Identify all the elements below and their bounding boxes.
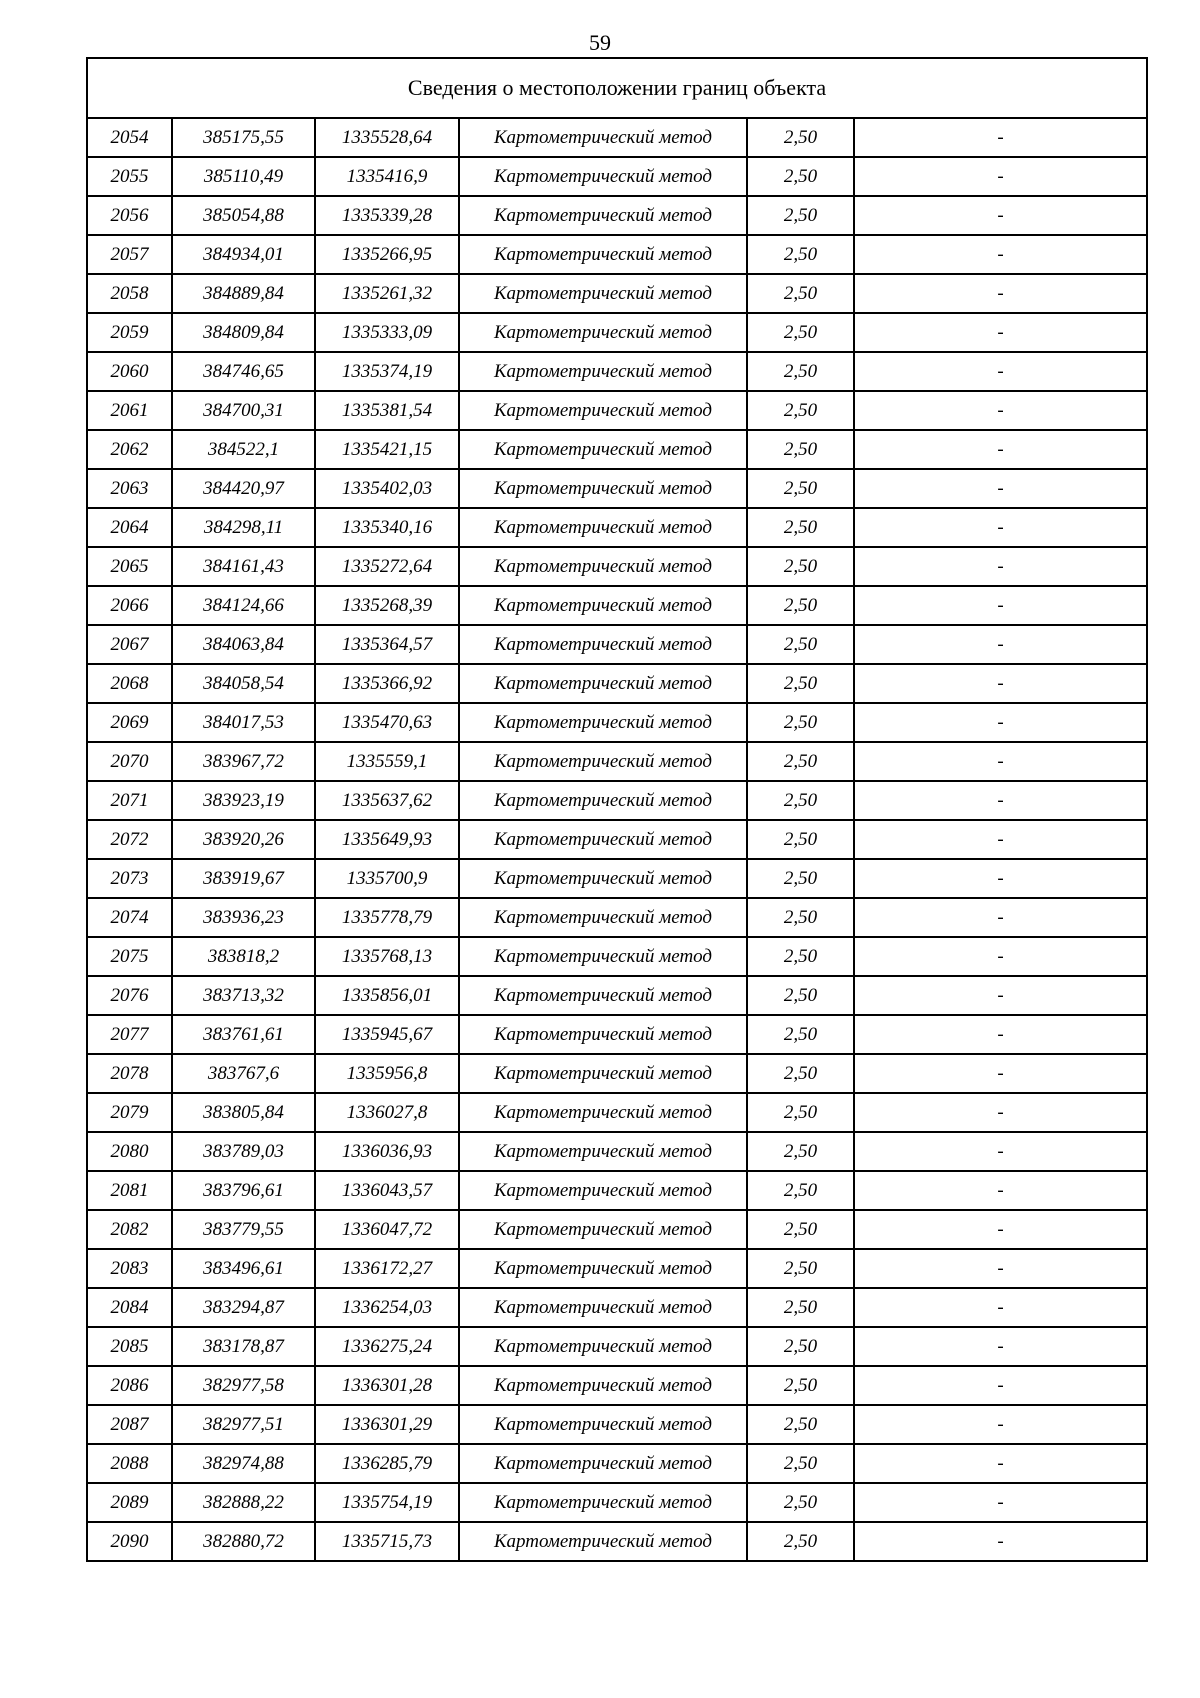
y-coordinate-cell: 1336036,93 (315, 1132, 459, 1171)
y-coordinate-cell: 1335416,9 (315, 157, 459, 196)
description-cell: - (854, 1249, 1147, 1288)
accuracy-cell: 2,50 (747, 430, 854, 469)
y-coordinate-cell: 1335261,32 (315, 274, 459, 313)
x-coordinate-cell: 384934,01 (172, 235, 315, 274)
y-coordinate-cell: 1336172,27 (315, 1249, 459, 1288)
point-number-cell: 2054 (87, 118, 172, 157)
y-coordinate-cell: 1335340,16 (315, 508, 459, 547)
description-cell: - (854, 1132, 1147, 1171)
x-coordinate-cell: 384058,54 (172, 664, 315, 703)
description-cell: - (854, 196, 1147, 235)
x-coordinate-cell: 382977,51 (172, 1405, 315, 1444)
x-coordinate-cell: 383919,67 (172, 859, 315, 898)
point-number-cell: 2068 (87, 664, 172, 703)
accuracy-cell: 2,50 (747, 898, 854, 937)
point-number-cell: 2085 (87, 1327, 172, 1366)
point-number-cell: 2090 (87, 1522, 172, 1561)
method-cell: Картометрический метод (459, 898, 747, 937)
description-cell: - (854, 1288, 1147, 1327)
description-cell: - (854, 859, 1147, 898)
x-coordinate-cell: 384700,31 (172, 391, 315, 430)
accuracy-cell: 2,50 (747, 196, 854, 235)
description-cell: - (854, 274, 1147, 313)
accuracy-cell: 2,50 (747, 625, 854, 664)
y-coordinate-cell: 1335945,67 (315, 1015, 459, 1054)
point-number-cell: 2081 (87, 1171, 172, 1210)
method-cell: Картометрический метод (459, 703, 747, 742)
point-number-cell: 2078 (87, 1054, 172, 1093)
table-row (87, 391, 1147, 430)
point-number-cell: 2056 (87, 196, 172, 235)
y-coordinate-cell: 1336027,8 (315, 1093, 459, 1132)
x-coordinate-cell: 384017,53 (172, 703, 315, 742)
table-row (87, 1522, 1147, 1561)
point-number-cell: 2088 (87, 1444, 172, 1483)
table-row (87, 859, 1147, 898)
point-number-cell: 2082 (87, 1210, 172, 1249)
x-coordinate-cell: 383294,87 (172, 1288, 315, 1327)
method-cell: Картометрический метод (459, 1522, 747, 1561)
table-row (87, 430, 1147, 469)
method-cell: Картометрический метод (459, 469, 747, 508)
point-number-cell: 2069 (87, 703, 172, 742)
y-coordinate-cell: 1335339,28 (315, 196, 459, 235)
table-row (87, 625, 1147, 664)
x-coordinate-cell: 384161,43 (172, 547, 315, 586)
accuracy-cell: 2,50 (747, 703, 854, 742)
method-cell: Картометрический метод (459, 820, 747, 859)
description-cell: - (854, 742, 1147, 781)
description-cell: - (854, 118, 1147, 157)
accuracy-cell: 2,50 (747, 820, 854, 859)
description-cell: - (854, 703, 1147, 742)
accuracy-cell: 2,50 (747, 352, 854, 391)
point-number-cell: 2062 (87, 430, 172, 469)
method-cell: Картометрический метод (459, 664, 747, 703)
table-row (87, 703, 1147, 742)
description-cell: - (854, 976, 1147, 1015)
table-row (87, 1444, 1147, 1483)
description-cell: - (854, 508, 1147, 547)
y-coordinate-cell: 1335715,73 (315, 1522, 459, 1561)
x-coordinate-cell: 385175,55 (172, 118, 315, 157)
y-coordinate-cell: 1335700,9 (315, 859, 459, 898)
accuracy-cell: 2,50 (747, 235, 854, 274)
method-cell: Картометрический метод (459, 196, 747, 235)
method-cell: Картометрический метод (459, 1249, 747, 1288)
table-row (87, 274, 1147, 313)
x-coordinate-cell: 382880,72 (172, 1522, 315, 1561)
method-cell: Картометрический метод (459, 1366, 747, 1405)
x-coordinate-cell: 383796,61 (172, 1171, 315, 1210)
accuracy-cell: 2,50 (747, 586, 854, 625)
method-cell: Картометрический метод (459, 1093, 747, 1132)
description-cell: - (854, 1093, 1147, 1132)
point-number-cell: 2077 (87, 1015, 172, 1054)
y-coordinate-cell: 1335649,93 (315, 820, 459, 859)
x-coordinate-cell: 383767,6 (172, 1054, 315, 1093)
accuracy-cell: 2,50 (747, 1327, 854, 1366)
method-cell: Картометрический метод (459, 781, 747, 820)
method-cell: Картометрический метод (459, 508, 747, 547)
x-coordinate-cell: 383713,32 (172, 976, 315, 1015)
description-cell: - (854, 235, 1147, 274)
point-number-cell: 2087 (87, 1405, 172, 1444)
x-coordinate-cell: 383936,23 (172, 898, 315, 937)
point-number-cell: 2083 (87, 1249, 172, 1288)
y-coordinate-cell: 1335333,09 (315, 313, 459, 352)
y-coordinate-cell: 1335402,03 (315, 469, 459, 508)
point-number-cell: 2089 (87, 1483, 172, 1522)
table-title: Сведения о местоположении границ объекта (87, 58, 1147, 118)
point-number-cell: 2073 (87, 859, 172, 898)
point-number-cell: 2060 (87, 352, 172, 391)
method-cell: Картометрический метод (459, 313, 747, 352)
table-row (87, 1405, 1147, 1444)
accuracy-cell: 2,50 (747, 976, 854, 1015)
y-coordinate-cell: 1335266,95 (315, 235, 459, 274)
table-row (87, 1366, 1147, 1405)
accuracy-cell: 2,50 (747, 118, 854, 157)
method-cell: Картометрический метод (459, 937, 747, 976)
table-row (87, 1015, 1147, 1054)
description-cell: - (854, 1366, 1147, 1405)
x-coordinate-cell: 384746,65 (172, 352, 315, 391)
y-coordinate-cell: 1335470,63 (315, 703, 459, 742)
description-cell: - (854, 1483, 1147, 1522)
point-number-cell: 2079 (87, 1093, 172, 1132)
point-number-cell: 2066 (87, 586, 172, 625)
y-coordinate-cell: 1336301,29 (315, 1405, 459, 1444)
accuracy-cell: 2,50 (747, 1093, 854, 1132)
x-coordinate-cell: 382888,22 (172, 1483, 315, 1522)
accuracy-cell: 2,50 (747, 859, 854, 898)
x-coordinate-cell: 384522,1 (172, 430, 315, 469)
description-cell: - (854, 1327, 1147, 1366)
point-number-cell: 2086 (87, 1366, 172, 1405)
x-coordinate-cell: 383805,84 (172, 1093, 315, 1132)
method-cell: Картометрический метод (459, 1483, 747, 1522)
table-row (87, 1132, 1147, 1171)
x-coordinate-cell: 383789,03 (172, 1132, 315, 1171)
point-number-cell: 2064 (87, 508, 172, 547)
y-coordinate-cell: 1335778,79 (315, 898, 459, 937)
method-cell: Картометрический метод (459, 157, 747, 196)
description-cell: - (854, 547, 1147, 586)
page-number: 59 (589, 30, 611, 55)
y-coordinate-cell: 1335421,15 (315, 430, 459, 469)
method-cell: Картометрический метод (459, 742, 747, 781)
accuracy-cell: 2,50 (747, 1054, 854, 1093)
method-cell: Картометрический метод (459, 118, 747, 157)
description-cell: - (854, 1054, 1147, 1093)
accuracy-cell: 2,50 (747, 274, 854, 313)
description-cell: - (854, 313, 1147, 352)
point-number-cell: 2084 (87, 1288, 172, 1327)
accuracy-cell: 2,50 (747, 1288, 854, 1327)
point-number-cell: 2058 (87, 274, 172, 313)
y-coordinate-cell: 1336275,24 (315, 1327, 459, 1366)
method-cell: Картометрический метод (459, 1054, 747, 1093)
point-number-cell: 2061 (87, 391, 172, 430)
point-number-cell: 2076 (87, 976, 172, 1015)
description-cell: - (854, 430, 1147, 469)
accuracy-cell: 2,50 (747, 391, 854, 430)
point-number-cell: 2057 (87, 235, 172, 274)
table-body (87, 58, 1147, 1561)
method-cell: Картометрический метод (459, 547, 747, 586)
y-coordinate-cell: 1335528,64 (315, 118, 459, 157)
method-cell: Картометрический метод (459, 391, 747, 430)
accuracy-cell: 2,50 (747, 1522, 854, 1561)
y-coordinate-cell: 1335374,19 (315, 352, 459, 391)
y-coordinate-cell: 1335754,19 (315, 1483, 459, 1522)
point-number-cell: 2075 (87, 937, 172, 976)
method-cell: Картометрический метод (459, 1405, 747, 1444)
x-coordinate-cell: 384889,84 (172, 274, 315, 313)
accuracy-cell: 2,50 (747, 1405, 854, 1444)
x-coordinate-cell: 382974,88 (172, 1444, 315, 1483)
x-coordinate-cell: 383967,72 (172, 742, 315, 781)
point-number-cell: 2065 (87, 547, 172, 586)
x-coordinate-cell: 384298,11 (172, 508, 315, 547)
x-coordinate-cell: 385110,49 (172, 157, 315, 196)
point-number-cell: 2080 (87, 1132, 172, 1171)
description-cell: - (854, 781, 1147, 820)
accuracy-cell: 2,50 (747, 1015, 854, 1054)
description-cell: - (854, 1015, 1147, 1054)
accuracy-cell: 2,50 (747, 1210, 854, 1249)
table-row (87, 898, 1147, 937)
description-cell: - (854, 1405, 1147, 1444)
y-coordinate-cell: 1336047,72 (315, 1210, 459, 1249)
description-cell: - (854, 469, 1147, 508)
point-number-cell: 2059 (87, 313, 172, 352)
x-coordinate-cell: 383178,87 (172, 1327, 315, 1366)
table-row (87, 781, 1147, 820)
table-row (87, 352, 1147, 391)
point-number-cell: 2072 (87, 820, 172, 859)
x-coordinate-cell: 383779,55 (172, 1210, 315, 1249)
method-cell: Картометрический метод (459, 586, 747, 625)
accuracy-cell: 2,50 (747, 547, 854, 586)
method-cell: Картометрический метод (459, 976, 747, 1015)
table-row (87, 118, 1147, 157)
table-header-row (87, 58, 1147, 118)
description-cell: - (854, 898, 1147, 937)
point-number-cell: 2067 (87, 625, 172, 664)
method-cell: Картометрический метод (459, 625, 747, 664)
point-number-cell: 2070 (87, 742, 172, 781)
point-number-cell: 2055 (87, 157, 172, 196)
accuracy-cell: 2,50 (747, 1483, 854, 1522)
y-coordinate-cell: 1335956,8 (315, 1054, 459, 1093)
table-row (87, 157, 1147, 196)
table-row (87, 1054, 1147, 1093)
y-coordinate-cell: 1336301,28 (315, 1366, 459, 1405)
x-coordinate-cell: 383818,2 (172, 937, 315, 976)
accuracy-cell: 2,50 (747, 1249, 854, 1288)
table-row (87, 1171, 1147, 1210)
description-cell: - (854, 937, 1147, 976)
description-cell: - (854, 625, 1147, 664)
method-cell: Картометрический метод (459, 1327, 747, 1366)
x-coordinate-cell: 384063,84 (172, 625, 315, 664)
table-row (87, 1093, 1147, 1132)
table-row (87, 469, 1147, 508)
table-row (87, 1210, 1147, 1249)
table-row (87, 1288, 1147, 1327)
method-cell: Картометрический метод (459, 430, 747, 469)
y-coordinate-cell: 1335637,62 (315, 781, 459, 820)
point-number-cell: 2063 (87, 469, 172, 508)
table-row (87, 820, 1147, 859)
description-cell: - (854, 664, 1147, 703)
description-cell: - (854, 820, 1147, 859)
method-cell: Картометрический метод (459, 274, 747, 313)
accuracy-cell: 2,50 (747, 508, 854, 547)
table-row (87, 1249, 1147, 1288)
accuracy-cell: 2,50 (747, 1171, 854, 1210)
x-coordinate-cell: 382977,58 (172, 1366, 315, 1405)
x-coordinate-cell: 383761,61 (172, 1015, 315, 1054)
y-coordinate-cell: 1335559,1 (315, 742, 459, 781)
x-coordinate-cell: 384420,97 (172, 469, 315, 508)
x-coordinate-cell: 384124,66 (172, 586, 315, 625)
method-cell: Картометрический метод (459, 1015, 747, 1054)
table-row (87, 235, 1147, 274)
accuracy-cell: 2,50 (747, 937, 854, 976)
point-number-cell: 2071 (87, 781, 172, 820)
method-cell: Картометрический метод (459, 352, 747, 391)
accuracy-cell: 2,50 (747, 157, 854, 196)
table-row (87, 976, 1147, 1015)
table-row (87, 1327, 1147, 1366)
method-cell: Картометрический метод (459, 1444, 747, 1483)
table-row (87, 1483, 1147, 1522)
table-row (87, 313, 1147, 352)
table-row (87, 664, 1147, 703)
x-coordinate-cell: 383920,26 (172, 820, 315, 859)
x-coordinate-cell: 383923,19 (172, 781, 315, 820)
accuracy-cell: 2,50 (747, 313, 854, 352)
accuracy-cell: 2,50 (747, 469, 854, 508)
accuracy-cell: 2,50 (747, 664, 854, 703)
accuracy-cell: 2,50 (747, 742, 854, 781)
y-coordinate-cell: 1335366,92 (315, 664, 459, 703)
description-cell: - (854, 1522, 1147, 1561)
y-coordinate-cell: 1335268,39 (315, 586, 459, 625)
accuracy-cell: 2,50 (747, 1366, 854, 1405)
method-cell: Картометрический метод (459, 1171, 747, 1210)
y-coordinate-cell: 1335856,01 (315, 976, 459, 1015)
accuracy-cell: 2,50 (747, 1444, 854, 1483)
point-number-cell: 2074 (87, 898, 172, 937)
table-row (87, 937, 1147, 976)
x-coordinate-cell: 383496,61 (172, 1249, 315, 1288)
description-cell: - (854, 1444, 1147, 1483)
y-coordinate-cell: 1335381,54 (315, 391, 459, 430)
method-cell: Картометрический метод (459, 1210, 747, 1249)
y-coordinate-cell: 1336043,57 (315, 1171, 459, 1210)
method-cell: Картометрический метод (459, 235, 747, 274)
method-cell: Картометрический метод (459, 1288, 747, 1327)
method-cell: Картометрический метод (459, 1132, 747, 1171)
x-coordinate-cell: 385054,88 (172, 196, 315, 235)
table-row (87, 196, 1147, 235)
description-cell: - (854, 157, 1147, 196)
table-row (87, 508, 1147, 547)
x-coordinate-cell: 384809,84 (172, 313, 315, 352)
method-cell: Картометрический метод (459, 859, 747, 898)
y-coordinate-cell: 1335768,13 (315, 937, 459, 976)
table-row (87, 586, 1147, 625)
y-coordinate-cell: 1335364,57 (315, 625, 459, 664)
description-cell: - (854, 1210, 1147, 1249)
accuracy-cell: 2,50 (747, 1132, 854, 1171)
y-coordinate-cell: 1336285,79 (315, 1444, 459, 1483)
accuracy-cell: 2,50 (747, 781, 854, 820)
y-coordinate-cell: 1335272,64 (315, 547, 459, 586)
description-cell: - (854, 391, 1147, 430)
table-row (87, 742, 1147, 781)
table-row (87, 547, 1147, 586)
description-cell: - (854, 352, 1147, 391)
y-coordinate-cell: 1336254,03 (315, 1288, 459, 1327)
description-cell: - (854, 1171, 1147, 1210)
boundary-coordinates-table (86, 57, 1148, 1562)
description-cell: - (854, 586, 1147, 625)
